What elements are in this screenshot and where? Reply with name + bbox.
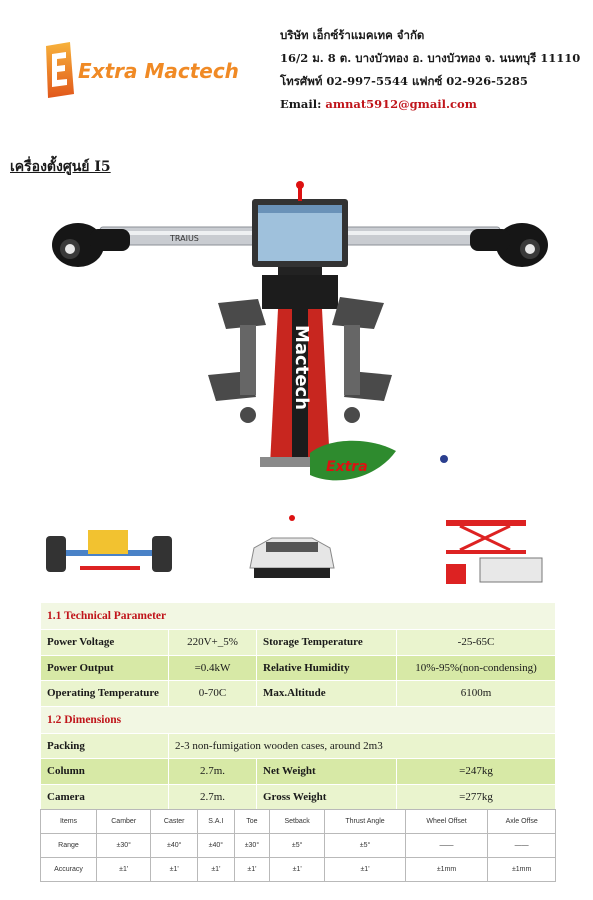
column-brand: Mactech — [291, 325, 312, 411]
logo-wordmark: Extra Mactech — [78, 59, 239, 83]
company-name: บริษัท เอ็กซ์ร้าแมคเทค จำกัด — [280, 28, 425, 42]
product-title: เครื่องตั้งศูนย์ I5 — [10, 159, 111, 175]
car-lift-icon — [446, 520, 542, 584]
feature-thumbnails — [40, 512, 560, 592]
table-row: Column 2.7m. Net Weight =247kg — [41, 759, 556, 785]
company-phone-fax: โทรศัพท์ 02-997-5544 แฟกซ์ 02-926-5285 — [280, 74, 528, 88]
section-title-technical: 1.1 Technical Parameter — [41, 603, 556, 630]
table-row: Accuracy ±1' ±1' ±1' ±1' ±1' ±1' ±1mm ±1mm — [41, 858, 556, 882]
table-row: Range ±30° ±40° ±40° ±30° ±5° ±5° —— —— — [41, 834, 556, 858]
right-camera-icon — [470, 223, 548, 267]
table-header-row: Items Camber Caster S.A.I Toe Setback Thrust Angle Wheel Offset Axle Offse — [41, 810, 556, 834]
company-info — [280, 24, 585, 116]
svg-text:Extra: Extra — [326, 459, 368, 475]
company-logo — [40, 40, 250, 102]
table-row: Camera 2.7m. Gross Weight =277kg — [41, 784, 556, 810]
section-title-dimensions: 1.2 Dimensions — [41, 706, 556, 733]
email-link[interactable]: amnat5912@gmail.com — [325, 97, 477, 111]
table-row: Packing 2-3 non-fumigation wooden cases, around 2m3 — [41, 733, 556, 759]
table-row: Operating Temperature 0-70C Max.Altitude 6100m — [41, 681, 556, 707]
accuracy-table — [40, 809, 556, 882]
wheel-aligner-photo — [40, 175, 560, 505]
monitor-icon — [252, 181, 348, 277]
spec-table — [40, 602, 556, 810]
car-front-icon — [250, 515, 334, 578]
table-row: Power Voltage 220V+_5% Storage Temperature -25-65C — [41, 630, 556, 656]
axle-diagram-icon — [46, 530, 172, 572]
company-address: 16/2 ม. 8 ต. บางบัวทอง อ. บางบัวทอง จ. นนทบุรี 11110 — [280, 51, 581, 65]
left-camera-icon — [52, 223, 130, 267]
table-row: Power Output =0.4kW Relative Humidity 10%-95%(non-condensing) — [41, 655, 556, 681]
company-email: Email: amnat5912@gmail.com — [280, 97, 477, 111]
beam-brand: TRAIUS — [170, 234, 199, 243]
extra-stamp-logo — [310, 441, 448, 481]
